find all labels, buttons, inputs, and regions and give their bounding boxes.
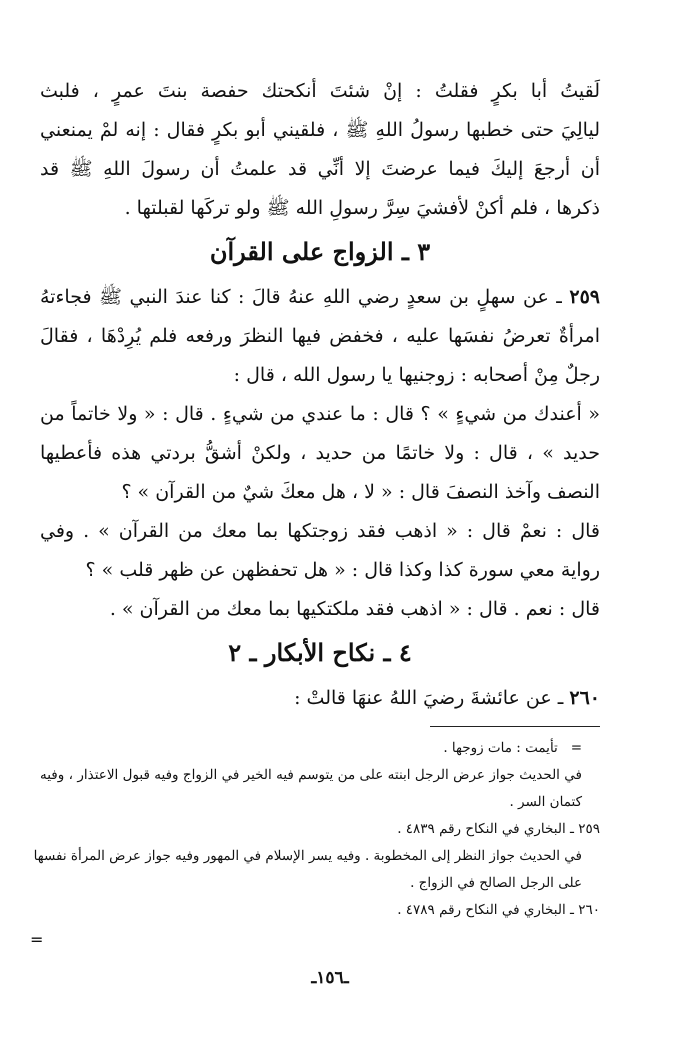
text-line: النصف وآخذ النصفَ قال : « لا ، هل معكَ شيٌ من القرآن » ؟ bbox=[121, 481, 600, 503]
footnote-text: تأيمت : مات زوجها . bbox=[443, 740, 558, 756]
page-number: ـ١٥٦ـ bbox=[311, 968, 349, 988]
footnotes bbox=[33, 735, 600, 924]
hadith-text: ـ عن عائشةَ رضيَ اللهُ عنهَا قالتْ : bbox=[294, 687, 564, 709]
hadith-260 bbox=[40, 679, 600, 718]
text-line: قال : نعمْ قال : « اذهب فقد زوجتكها بما معك من القرآن » . وفي bbox=[40, 520, 600, 542]
intro-paragraph bbox=[40, 72, 600, 228]
text-line: أن أرجعَ إليكَ فيما عرضتَ إلا أنِّي قد علمتُ أن رسولَ اللهِ ﷺ قد bbox=[40, 158, 600, 180]
hadith-text: ـ عن سهلٍ بن سعدٍ رضي اللهِ عنهُ قالَ : كنا عندَ النبي ﷺ فجاءتهُ bbox=[40, 286, 562, 308]
section-heading-3: ٣ ـ الزواج على القرآن bbox=[209, 237, 431, 266]
hadith-number: ٢٥٩ bbox=[569, 286, 600, 308]
hadith-259 bbox=[40, 278, 600, 629]
footnote-line: ٢٥٩ ـ البخاري في النكاح رقم ٤٨٣٩ . bbox=[397, 821, 600, 837]
footnote-line: ٢٦٠ ـ البخاري في النكاح رقم ٤٧٨٩ . bbox=[397, 902, 600, 918]
footnote-line: في الحديث جواز عرض الرجل ابنته على من يتوسم فيه الخير في الزواج وفيه قبول الاعتذار ، وفيه bbox=[40, 767, 582, 783]
footnote-line: في الحديث جواز النظر إلى المخطوبة . وفيه يسر الإسلام في المهور وفيه جواز عرض المرأة نفسها bbox=[33, 848, 582, 864]
footnote-line: على الرجل الصالح في الزواج . bbox=[410, 875, 582, 891]
text-line bbox=[40, 679, 600, 718]
continuation-mark: = bbox=[570, 740, 582, 756]
trailing-continuation-mark: = bbox=[30, 930, 44, 949]
text-line: حديد » ، قال : ولا خاتمًا من حديد ، ولكنْ أشقُّ بردتي هذه فأعطيها bbox=[40, 442, 600, 464]
text-line: رجلٌ مِنْ أصحابه : زوجنيها يا رسول الله ، قال : bbox=[233, 364, 600, 386]
text-line: « أعندك من شيءٍ » ؟ قال : ما عندي من شيءٍ . قال : « ولا خاتماً من bbox=[40, 403, 600, 425]
footnote-line: كتمان السر . bbox=[509, 794, 582, 810]
text-line: لَقيتُ أبا بكرٍ فقلتُ : إنْ شئتَ أنكحتك حفصة بنتَ عمرٍ ، فلبث bbox=[40, 80, 600, 102]
text-line bbox=[40, 278, 600, 317]
section-heading-4: ٤ ـ نكاح الأبكار ـ ٢ bbox=[228, 638, 412, 667]
footnote-divider bbox=[430, 726, 600, 727]
text-line: قال : نعم . قال : « اذهب فقد ملكتكيها بما معك من القرآن » . bbox=[109, 598, 600, 620]
text-line: امرأةٌ تعرضُ نفسَها عليه ، فخفض فيها النظرَ ورفعه فلم يُرِدْهَا ، فقالَ bbox=[40, 325, 600, 347]
footnote-line bbox=[40, 735, 600, 762]
text-line: ليالِيَ حتى خطبها رسولُ اللهِ ﷺ ، فلقيني أبو بكرٍ فقال : إنه لمْ يمنعني bbox=[40, 119, 600, 141]
text-line: ذكرها ، فلم أكنْ لأفشيَ سِرَّ رسولِ الله ﷺ ولو تركَها لقبلتها . bbox=[124, 197, 600, 219]
page-body bbox=[33, 72, 600, 924]
hadith-number: ٢٦٠ bbox=[569, 687, 600, 709]
text-line: رواية معي سورة كذا وكذا قال : « هل تحفظهن عن ظهر قلب » ؟ bbox=[85, 559, 600, 581]
